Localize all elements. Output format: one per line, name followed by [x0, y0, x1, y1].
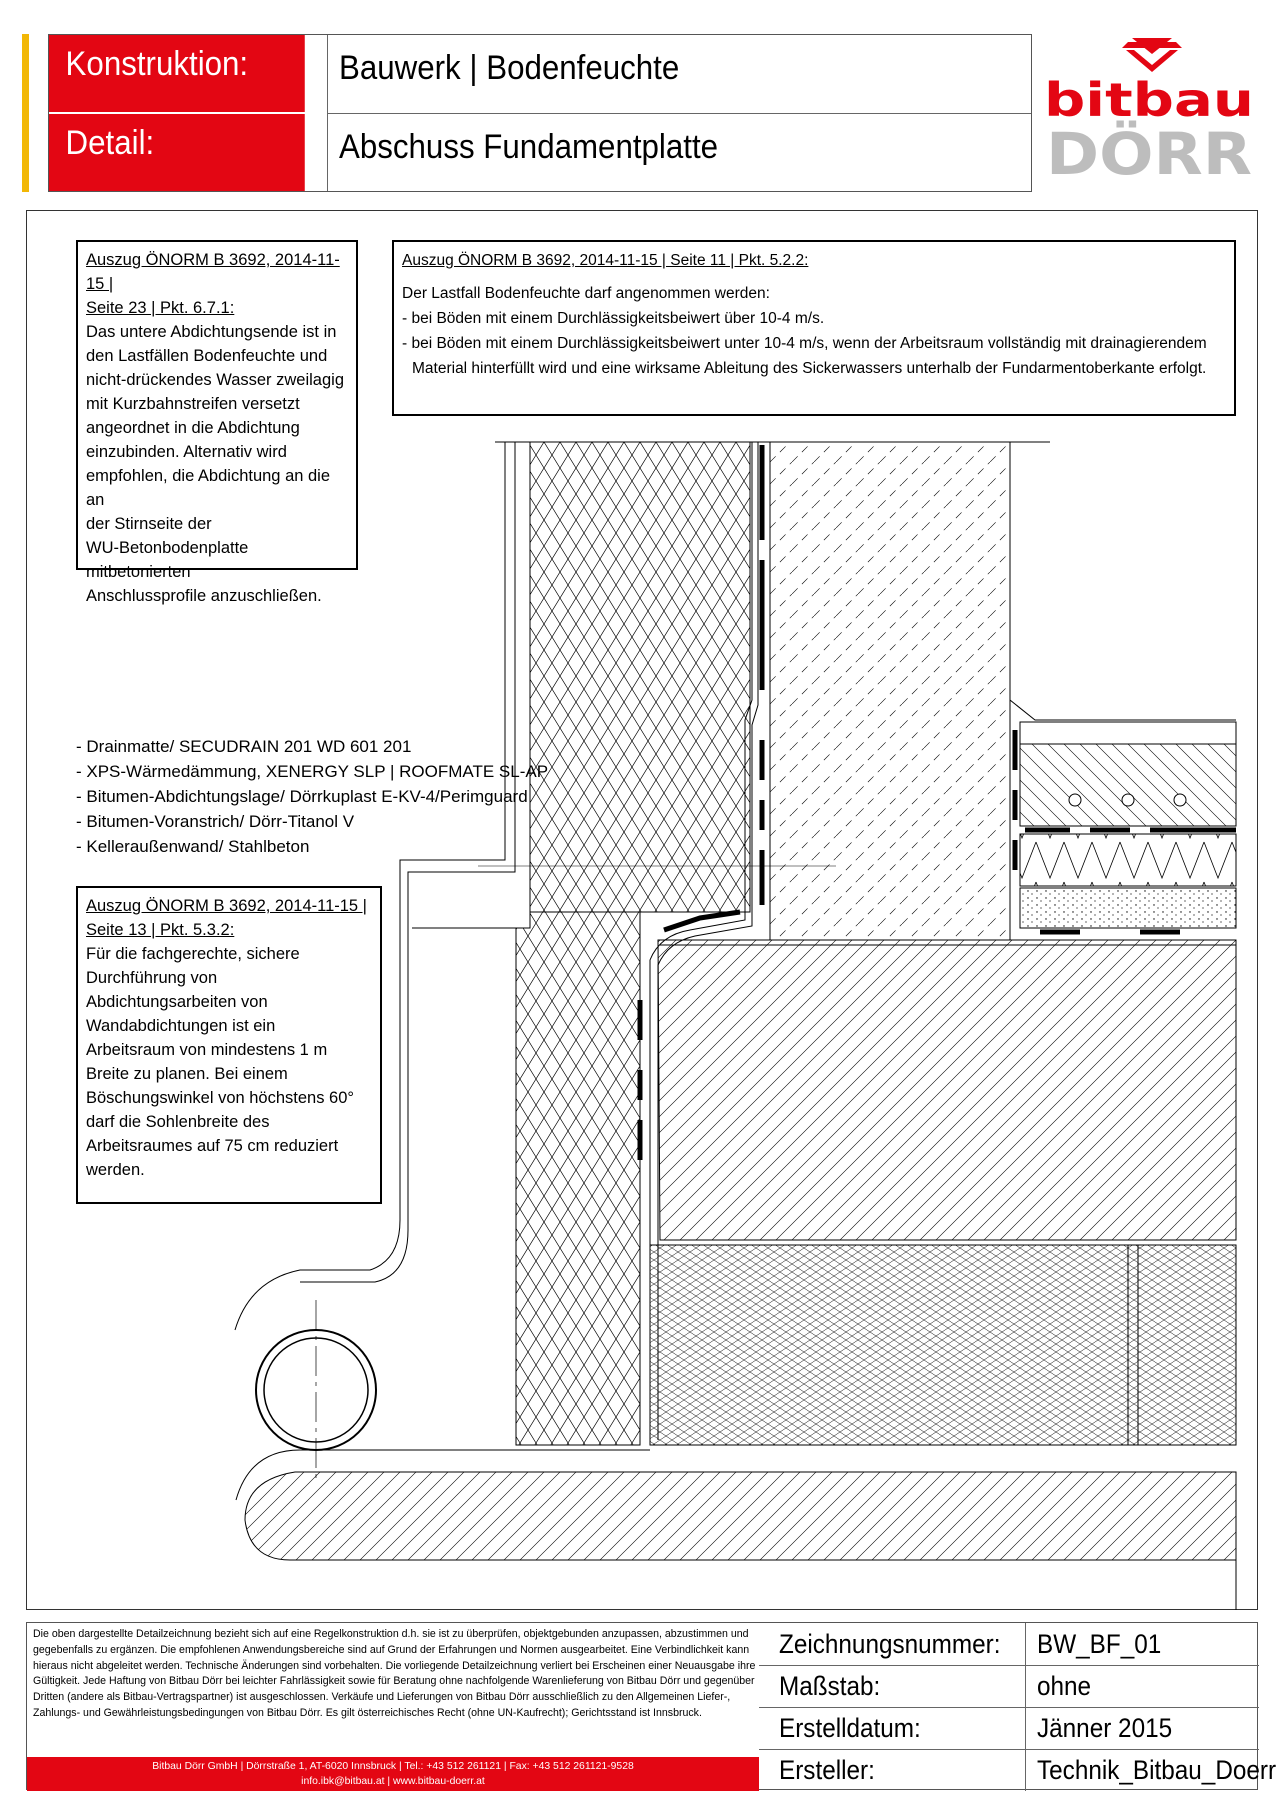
legend-item: - Kelleraußenwand/ Stahlbeton	[76, 837, 310, 856]
note-line: der Stirnseite der	[86, 515, 212, 533]
legend-item: - Bitumen-Abdichtungslage/ Dörrkuplast E-KV-4/Perimguard	[76, 787, 528, 806]
info-row	[759, 1665, 1259, 1708]
info-value: BW_BF_01	[1037, 1629, 1162, 1659]
note-line: einzubinden. Alternativ wird	[86, 443, 287, 461]
fill-layer	[1020, 888, 1236, 928]
note-line: Arbeitsraumes auf 75 cm reduziert	[86, 1137, 339, 1155]
note-line: werden.	[86, 1161, 145, 1179]
note-reference: Auszug ÖNORM B 3692, 2014-11-15 |	[86, 897, 367, 915]
note-line: Anschlussprofile anzuschließen.	[86, 587, 322, 605]
info-key: Erstelldatum:	[779, 1713, 921, 1743]
basement-wall	[770, 442, 1010, 940]
company-address: Bitbau Dörr GmbH | Dörrstraße 1, AT-6020 Innsbruck | Tel.: +43 512 261121 | Fax: +43 512 261121-9528	[152, 1761, 634, 1772]
note-line: darf die Sohlenbreite des	[86, 1113, 270, 1131]
note-reference: Auszug ÖNORM B 3692, 2014-11-15 |	[86, 251, 340, 293]
note-line: den Lastfällen Bodenfeuchte und	[86, 347, 328, 365]
blinding-layer	[245, 1472, 1236, 1560]
note-line: empfohlen, die Abdichtung an die an	[86, 467, 331, 509]
logo-top-text: bitbau	[1044, 73, 1254, 127]
legend-item: - XPS-Wärmedämmung, XENERGY SLP | ROOFMATE SL-AP	[76, 762, 549, 781]
note-line: mit Kurzbahnstreifen versetzt	[86, 395, 300, 413]
info-key: Ersteller:	[779, 1755, 875, 1785]
note-line: Für die fachgerechte, sichere	[86, 945, 300, 963]
detail-label: Detail:	[49, 114, 305, 191]
info-row	[759, 1749, 1277, 1791]
info-key: Maßstab:	[779, 1671, 881, 1701]
xps-insulation-upper	[530, 442, 750, 912]
note-line: - bei Böden mit einem Durchlässigkeitsbeiwert über 10-4 m/s.	[402, 310, 825, 327]
construction-label: Konstruktion:	[49, 35, 305, 112]
norm-note-5-3-2	[76, 886, 382, 1204]
company-bar	[27, 1757, 759, 1791]
construction-value: Bauwerk | Bodenfeuchte	[339, 49, 680, 87]
logo-bottom-text: DÖRR	[1046, 120, 1233, 184]
disclaimer-text: Die oben dargestellte Detailzeichnung bezieht sich auf eine Regelkonstruktion d.h. sie ist zu überprüfen, objektgebunden anzupassen, abzustimmen und gegebenfalls zu ergänzen. Die empfohlenen Anwendungsbereiche sind auf Grund der Erfahrungen und Normen ausgearbeitet. Eine Verbindlichkeit kann hieraus nicht abgeleitet werden. Technische Änderungen sind vorbehalten. Die vorliegende Detailzeichnung verliert bei Erscheinen einer Neuausgabe ihre Gültigkeit. Jede Haftung von Bitbau Dörr bei leichter Fahrlässigkeit sowie für Beratung ohne nachfolgende Warenlieferung von Bitbau Dörr und gegenüber Dritten (andere als Bitbau-Vertragspartner) ist ausgeschlossen. Verkäufe und Lieferungen von Bitbau Dörr ausschließlich zu den Allgemeinen Liefer-, Zahlungs- und Gewährleistungsbedingungen von Bitbau Dörr. Es gilt österreichisches Recht (ohne UN-Kaufrecht); Gerichtsstand ist Innsbruck.	[33, 1628, 756, 1719]
note-line: Der Lastfall Bodenfeuchte darf angenommen werden:	[402, 285, 770, 302]
note-line: Material hinterfüllt wird und eine wirksame Ableitung des Sickerwassers unterhalb der Fundarmentoberkante erfolgt.	[412, 360, 1207, 377]
note-line: Arbeitsraum von mindestens 1 m	[86, 1041, 328, 1059]
norm-note-6-7-1	[76, 240, 358, 605]
note-line: Böschungswinkel von höchstens 60°	[86, 1089, 355, 1107]
note-line: angeordnet in die Abdichtung	[86, 419, 300, 437]
note-line: nicht-drückendes Wasser zweilagig	[86, 371, 344, 389]
company-contact: info.ibk@bitbau.at | www.bitbau-doerr.at	[301, 1776, 485, 1787]
info-value: ohne	[1037, 1671, 1092, 1701]
info-row	[759, 1623, 1259, 1666]
note-line: WU-Betonbodenplatte mitbetonierten	[86, 539, 249, 581]
info-value: Technik_Bitbau_Doerr	[1037, 1755, 1277, 1785]
layer-legend	[76, 734, 548, 859]
drawing-info-table	[759, 1623, 1277, 1791]
drainage-backfill	[412, 912, 640, 1445]
note-reference: Auszug ÖNORM B 3692, 2014-11-15 | Seite 11 | Pkt. 5.2.2:	[402, 252, 809, 269]
note-line: Das untere Abdichtungsende ist in	[86, 323, 337, 341]
note-line: Wandabdichtungen ist ein	[86, 1017, 276, 1035]
legend-item: - Bitumen-Voranstrich/ Dörr-Titanol V	[76, 812, 355, 831]
note-reference: Seite 13 | Pkt. 5.3.2:	[86, 921, 235, 939]
screed-layer	[1020, 744, 1236, 826]
note-line: - bei Böden mit einem Durchlässigkeitsbeiwert unter 10-4 m/s, wenn der Arbeitsraum vollständig mit drainagierendem	[402, 335, 1207, 352]
note-line: Abdichtungsarbeiten von	[86, 993, 268, 1011]
note-line: Durchführung von	[86, 969, 218, 987]
detail-value: Abschuss Fundamentplatte	[339, 128, 719, 166]
foundation-slab	[658, 940, 1236, 1240]
note-reference: Seite 23 | Pkt. 6.7.1:	[86, 299, 235, 317]
impact-insulation	[1020, 834, 1236, 886]
norm-note-5-2-2	[392, 240, 1236, 416]
info-row	[759, 1707, 1259, 1750]
info-value: Jänner 2015	[1037, 1713, 1173, 1743]
note-line: Breite zu planen. Bei einem	[86, 1065, 288, 1083]
legend-item: - Drainmatte/ SECUDRAIN 201 WD 601 201	[76, 737, 412, 756]
footer-block	[26, 1622, 1277, 1790]
info-key: Zeichnungsnummer:	[779, 1629, 1001, 1659]
gravel-layer	[650, 1245, 1236, 1445]
